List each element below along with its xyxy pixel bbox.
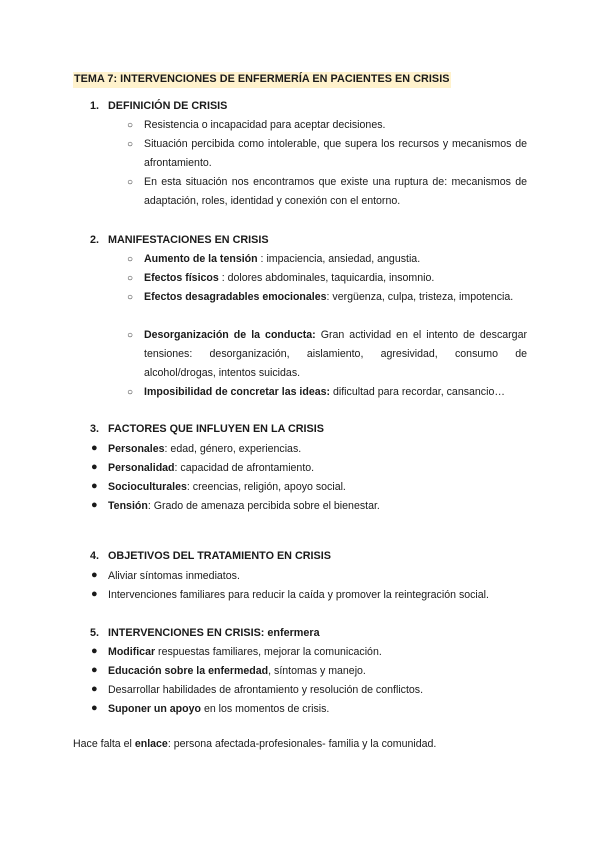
section-title: INTERVENCIONES EN CRISIS: enfermera [108, 627, 320, 639]
section-heading-2 [90, 234, 269, 247]
list-item: ○ Situación percibida como intolerable, que supera los recursos y mecanismos de afrontamiento. [127, 135, 527, 173]
list-item: ○ Efectos desagradables emocionales: vergüenza, culpa, tristeza, impotencia. [127, 288, 527, 307]
list-item: ○ Imposibilidad de concretar las ideas: dificultad para recordar, cansancio… [127, 383, 527, 402]
list-item: ○ Efectos físicos : dolores abdominales, taquicardia, insomnio. [127, 269, 527, 288]
section-title: DEFINICIÓN DE CRISIS [108, 100, 228, 112]
section-heading-1 [90, 100, 227, 113]
section-number: 4. [90, 550, 100, 562]
filled-bullet-icon: ● [91, 442, 98, 454]
section-title: MANIFESTACIONES EN CRISIS [108, 234, 269, 246]
list-item: ○ En esta situación nos encontramos que existe una ruptura de: mecanismos de adaptación, roles, identidad y conexión con el entorno. [127, 173, 527, 211]
filled-bullet-icon: ● [91, 588, 98, 600]
hollow-bullet-icon: ○ [127, 177, 134, 188]
filled-bullet-icon: ● [91, 480, 98, 492]
filled-bullet-icon: ● [91, 569, 98, 581]
list-item: ● Modificar respuestas familiares, mejorar la comunicación. [91, 643, 531, 662]
section-number: 5. [90, 627, 100, 639]
list-item: ○ Desorganización de la conducta: Gran actividad en el intento de descargar tensiones: desorganización, aislamiento, agresividad, consumo de alcohol/drogas, intentos suicidas. [127, 326, 527, 383]
list-item: ● Intervenciones familiares para reducir la caída y promover la reintegración social. [91, 586, 531, 605]
list-item: ● Personalidad: capacidad de afrontamiento. [91, 459, 531, 478]
section-heading-4 [90, 550, 331, 563]
section-title: FACTORES QUE INFLUYEN EN LA CRISIS [108, 423, 324, 435]
filled-bullet-icon: ● [91, 461, 98, 473]
list-item: ○ Aumento de la tensión : impaciencia, ansiedad, angustia. [127, 250, 527, 269]
list-item: ● Suponer un apoyo en los momentos de crisis. [91, 700, 531, 719]
list-item: ● Tensión: Grado de amenaza percibida sobre el bienestar. [91, 497, 531, 516]
section-heading-3 [90, 423, 324, 436]
hollow-bullet-icon: ○ [127, 387, 134, 398]
list-item: ○ Resistencia o incapacidad para aceptar decisiones. [127, 116, 527, 135]
section-heading-5 [90, 627, 320, 640]
section-number: 2. [90, 234, 100, 246]
section-number: 1. [90, 100, 100, 112]
section-number: 3. [90, 423, 100, 435]
list-item: ● Personales: edad, género, experiencias. [91, 440, 531, 459]
closing-note: Hace falta el enlace: persona afectada-profesionales- familia y la comunidad. [73, 738, 437, 750]
section-title: OBJETIVOS DEL TRATAMIENTO EN CRISIS [108, 550, 331, 562]
filled-bullet-icon: ● [91, 664, 98, 676]
hollow-bullet-icon: ○ [127, 273, 134, 284]
list-item: ● Desarrollar habilidades de afrontamiento y resolución de conflictos. [91, 681, 531, 700]
hollow-bullet-icon: ○ [127, 330, 134, 341]
page-title: TEMA 7: INTERVENCIONES DE ENFERMERÍA EN PACIENTES EN CRISIS [73, 72, 451, 88]
filled-bullet-icon: ● [91, 645, 98, 657]
list-item: ● Socioculturales: creencias, religión, apoyo social. [91, 478, 531, 497]
filled-bullet-icon: ● [91, 683, 98, 695]
hollow-bullet-icon: ○ [127, 292, 134, 303]
list-item: ● Aliviar síntomas inmediatos. [91, 567, 531, 586]
hollow-bullet-icon: ○ [127, 120, 134, 131]
filled-bullet-icon: ● [91, 702, 98, 714]
hollow-bullet-icon: ○ [127, 254, 134, 265]
hollow-bullet-icon: ○ [127, 139, 134, 150]
list-item: ● Educación sobre la enfermedad, síntomas y manejo. [91, 662, 531, 681]
filled-bullet-icon: ● [91, 499, 98, 511]
